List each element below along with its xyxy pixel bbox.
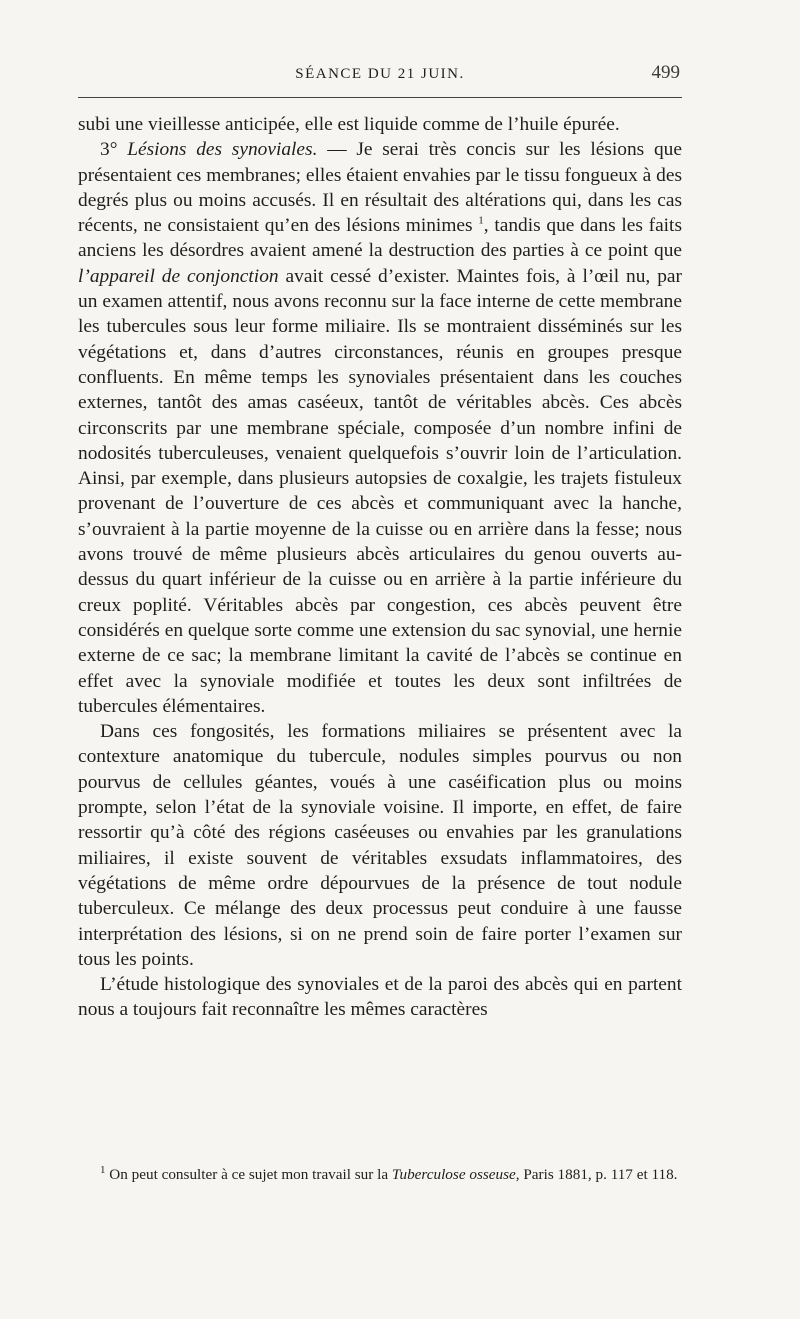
header-rule <box>78 97 682 98</box>
footnote-text-b: , Paris 1881, p. 117 et 118. <box>515 1166 678 1183</box>
body-text <box>78 112 682 1023</box>
paragraph-text-c: avait cessé d’exister. Maintes fois, à l’œil nu, par un examen attentif, nous avons reconnu sur la face interne de cette membrane les tubercules sous leur forme miliaire. Ils se montraient disséminés sur les végétations et, dans d’autres circonstances, réunis en groupes presque confluents. En même temps les synoviales présentaient dans les couches externes, tantôt des amas caséeux, tantôt de véritables abcès. Ces abcès circonscrits par une membrane spéciale, composée d’un nombre infini de nodosités tuberculeuses, venaient quelquefois s’ouvrir loin de l’articulation. Ainsi, par exemple, dans plusieurs autopsies de coxalgie, les trajets fistuleux provenant de l’ouverture de ces abcès et communiquant avec la hanche, s’ouvraient à la partie moyenne de la cuisse ou en arrière dans la fesse; nous avons trouvé de même plusieurs abcès articulaires du genou ouverts au-dessus du quart inférieur de la cuisse ou en arrière à la partie inférieure du creux poplité. Véritables abcès par congestion, ces abcès peuvent être considérés en quelque sorte comme une extension du sac synovial, une hernie externe de ce sac; la membrane limitant la cavité de l’abcès se continue en effet avec la synoviale modifiée et toutes les deux sont infiltrées de tubercules élémentaires. <box>78 265 682 717</box>
footnotes <box>78 1163 682 1187</box>
footnote <box>78 1163 682 1187</box>
paragraph-text-b: , tandis que dans les faits anciens les désordres avaient amené la destruction des parties à ce point que <box>78 215 682 262</box>
section-heading: Lésions des synoviales. <box>127 139 318 161</box>
italic-term: l’appareil de conjonction <box>78 265 279 287</box>
paragraph-text-a: — Je serai très concis sur les lésions que présentaient ces membranes; elles étaient envahies par le tissu fongueux à des degrés plus ou moins accusés. Il en résultait des altérations qui, dans les cas récents, ne consistaient qu’en des lésions minimes <box>78 139 682 237</box>
running-head <box>78 62 682 88</box>
footnote-mark: 1 <box>100 1163 106 1176</box>
paragraph-continuation: subi une vieillesse anticipée, elle est liquide comme de l’huile épurée. <box>78 114 620 135</box>
footnote-text-a: On peut consulter à ce sujet mon travail sur la <box>105 1166 392 1183</box>
footnote-reference: 1 <box>478 214 484 227</box>
running-title: SÉANCE DU 21 JUIN. <box>295 66 465 82</box>
section-number: 3° <box>100 139 118 161</box>
paragraph-histologie: L’étude histologique des synoviales et de la paroi des abcès qui en partent nous a toujours fait reconnaître les mêmes caractères <box>78 974 682 1021</box>
footnote-title: Tuberculose osseuse <box>391 1166 516 1183</box>
page-number: 499 <box>651 62 680 83</box>
paragraph-fongosites: Dans ces fongosités, les formations miliaires se présentent avec la contexture anatomique du tubercule, nodules simples pourvus ou non pourvus de cellules géantes, voués à une caséification plus ou moins prompte, selon l’état de la synoviale voisine. Il importe, en effet, de faire ressortir qu’à côté des régions caséeuses ou envahies par les granulations miliaires, il existe souvent de véritables exsudats inflammatoires, des végétations de même ordre dépourvues de la présence de tout nodule tuberculeux. Ce mélange des deux processus peut conduire à une fausse interprétation des lésions, si on ne prend soin de faire porter l’examen sur tous les points. <box>78 721 682 970</box>
paragraph-synoviales <box>78 137 682 719</box>
